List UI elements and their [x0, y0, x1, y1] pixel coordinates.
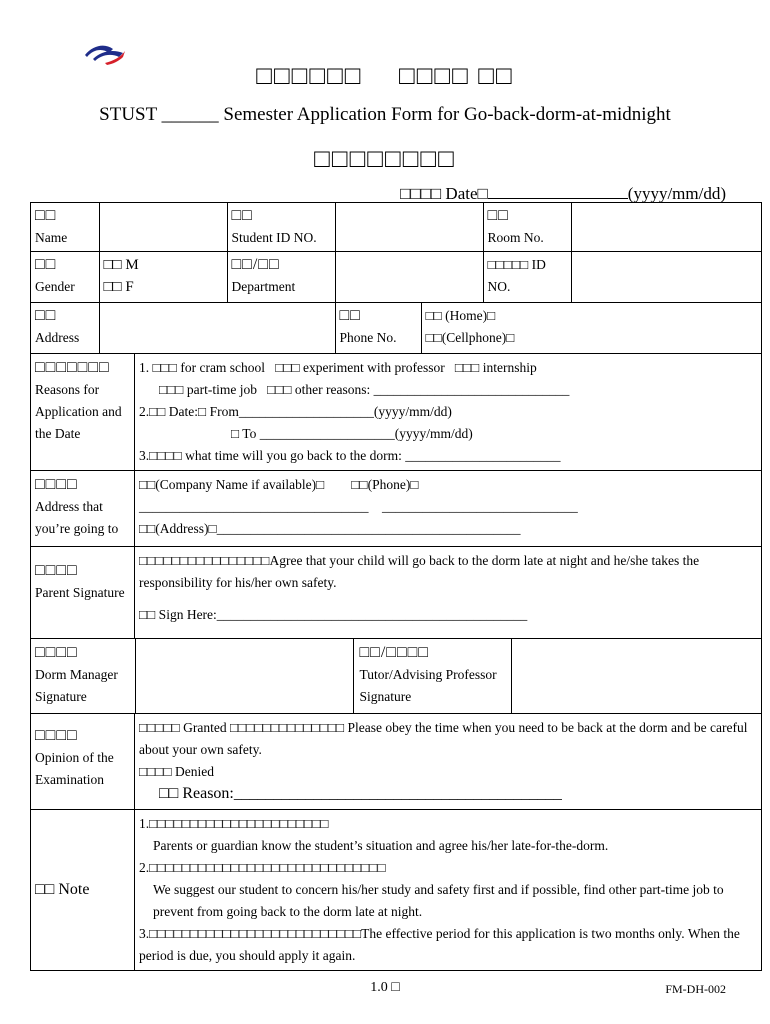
date-label: □□□□ Date□	[400, 184, 488, 203]
note-content	[135, 810, 762, 971]
department-label: □□/□□ Department	[227, 252, 335, 302]
reason-internship-checkbox[interactable]: □□□ internship	[454, 360, 537, 375]
note-2-english: We suggest our student to concern his/her study and safety first and if possible, find other part-time job to prevent from going back to the dorm late at night.	[153, 882, 724, 919]
date-format: (yyyy/mm/dd)	[627, 184, 726, 203]
reason-cram-school-checkbox[interactable]: 1. □□□ for cram school	[139, 360, 266, 375]
tutor-label: □□/□□□□ Tutor/Advising Professor Signature	[353, 639, 511, 713]
parent-signature-label: □□□□ Parent Signature	[31, 547, 135, 639]
room-input[interactable]	[571, 203, 761, 251]
going-to-content	[135, 471, 762, 547]
phone-inputs[interactable]	[421, 303, 761, 353]
going-to-label: □□□□ Address that you’re going to	[31, 471, 135, 547]
address-input[interactable]	[99, 303, 335, 353]
form-title-chinese: □□□□□□ □□□□ □□	[256, 61, 514, 90]
room-label: □□ Room No.	[483, 203, 571, 251]
form-subtitle-chinese: □□□□□□□□	[314, 144, 456, 173]
phone-label: □□ Phone No.	[335, 303, 421, 353]
granted-checkbox[interactable]: □□□□□ Granted □□□□□□□□□□□□□□ Please obey the time when you need to be back at the dorm and be careful about your own safety.	[139, 720, 748, 757]
gender-label: □□ Gender	[35, 256, 75, 294]
id-number-label: □□□□□ ID NO.	[483, 252, 571, 302]
form-code: FM-DH-002	[665, 982, 726, 996]
note-3: 3.□□□□□□□□□□□□□□□□□□□□□□□□□□The effective period for this application is two months only. When the period is due, you should apply it again.	[139, 926, 740, 963]
return-time-field[interactable]: 3.□□□□ what time will you go back to the dorm: _______________________	[139, 448, 561, 463]
company-phone-blank[interactable]: _____________________________	[382, 499, 578, 514]
department-input[interactable]	[335, 252, 483, 302]
reason-part-time-checkbox[interactable]: □□□ part-time job	[159, 382, 257, 397]
dorm-manager-signature[interactable]	[135, 639, 353, 713]
cellphone-field[interactable]: □□(Cellphone)□	[425, 330, 515, 345]
gender-options[interactable]	[99, 252, 227, 302]
reasons-content	[135, 354, 762, 471]
note-1-english: Parents or guardian know the student’s situation and agree his/her late-for-the-dorm.	[153, 838, 609, 853]
note-label: □□ Note	[31, 810, 135, 971]
parent-signature-content	[135, 547, 762, 639]
parent-sign-field[interactable]: □□ Sign Here:______________________________________________	[139, 607, 528, 622]
denial-reason-field[interactable]: □□ Reason:_________________________________________	[159, 785, 562, 802]
date-field[interactable]	[400, 182, 726, 204]
name-input[interactable]	[99, 203, 227, 251]
student-id-label: □□ Student ID NO.	[227, 203, 335, 251]
dorm-manager-label: □□□□ Dorm Manager Signature	[35, 644, 118, 704]
going-to-address-field[interactable]: □□(Address)□_____________________________________________	[139, 521, 521, 536]
home-phone-field[interactable]: □□ (Home)□	[425, 308, 496, 323]
opinion-content	[135, 714, 762, 810]
student-id-input[interactable]	[335, 203, 483, 251]
company-name-field[interactable]: □□(Company Name if available)□	[139, 477, 325, 492]
gender-male-checkbox[interactable]: □□ M	[103, 257, 139, 273]
company-name-blank[interactable]: __________________________________	[139, 499, 369, 514]
name-label: □□ Name	[35, 207, 68, 245]
form-title-english: STUST ______ Semester Application Form for Go-back-dorm-at-midnight	[99, 104, 671, 125]
company-phone-field[interactable]: □□(Phone)□	[351, 477, 419, 492]
application-form-table	[30, 202, 762, 971]
date-from-field[interactable]: 2.□□ Date:□ From____________________(yyyy/mm/dd)	[139, 404, 452, 419]
note-1-chinese: 1.□□□□□□□□□□□□□□□□□□□□□□	[139, 816, 329, 831]
denied-checkbox[interactable]: □□□□ Denied	[139, 764, 214, 779]
tutor-signature[interactable]	[511, 639, 761, 713]
reasons-label: □□□□□□□ Reasons for Application and the Date	[31, 354, 135, 471]
parent-agreement-text: □□□□□□□□□□□□□□□□Agree that your child will go back to the dorm late at night and he/she takes the responsibility for his/her own safety.	[139, 553, 700, 590]
gender-female-checkbox[interactable]: □□ F	[103, 279, 134, 295]
id-number-input[interactable]	[571, 252, 761, 302]
address-label: □□ Address	[35, 307, 80, 345]
version-number: 1.0 □	[370, 980, 400, 995]
reason-experiment-checkbox[interactable]: □□□ experiment with professor	[275, 360, 445, 375]
note-2-chinese: 2.□□□□□□□□□□□□□□□□□□□□□□□□□□□□□	[139, 860, 386, 875]
date-to-field[interactable]: □ To ____________________(yyyy/mm/dd)	[231, 426, 473, 441]
opinion-label: □□□□ Opinion of the Examination	[31, 714, 135, 810]
reason-other-checkbox[interactable]: □□□ other reasons: _____________________________	[267, 382, 570, 397]
